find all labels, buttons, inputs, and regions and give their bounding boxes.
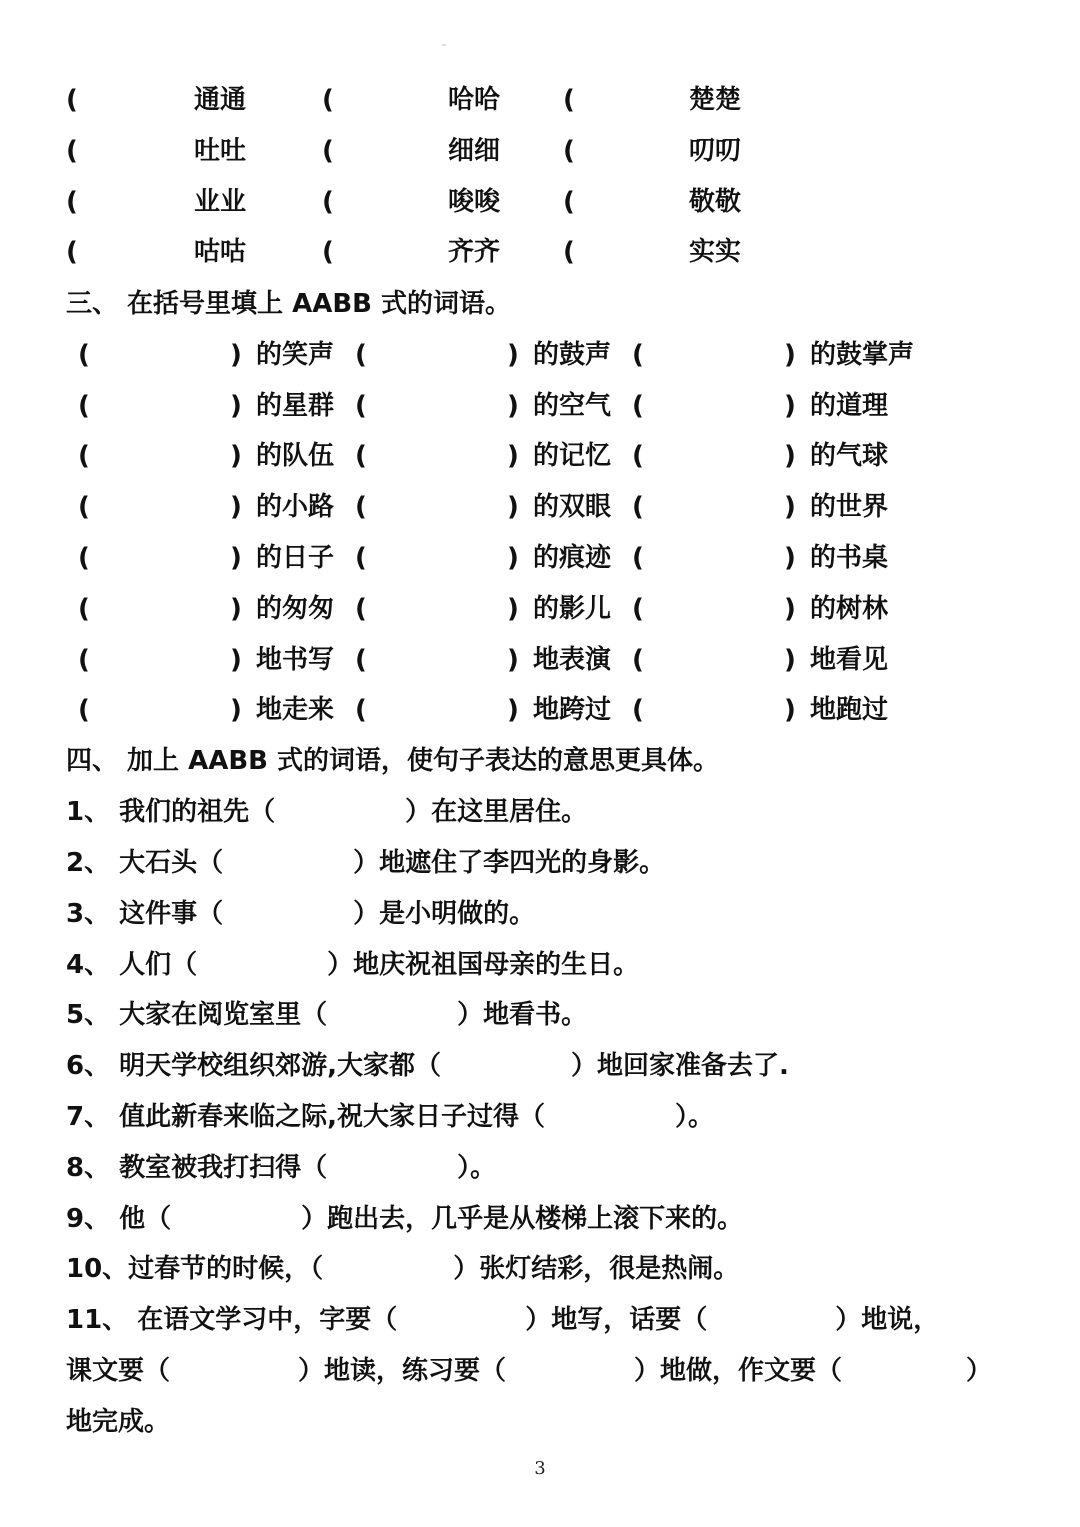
sentence-end: ）在这里居住。 <box>405 797 588 827</box>
close-paren: ) <box>230 441 242 471</box>
close-paren: ) <box>784 594 796 624</box>
open-paren: ( <box>563 237 575 267</box>
sentence-start: 4、 人们（ <box>66 950 198 980</box>
close-paren: ) <box>784 492 796 522</box>
open-paren: ( <box>355 543 367 573</box>
close-paren: ) <box>230 645 242 675</box>
open-paren: ( <box>355 492 367 522</box>
sentence-item <box>66 1199 743 1239</box>
sentence-item <box>66 1148 496 1188</box>
sentence-start: 8、 教室被我打扫得（ <box>66 1153 328 1183</box>
sentence-start: 2、 大石头（ <box>66 848 224 878</box>
close-paren: ) <box>230 492 242 522</box>
open-paren: ( <box>632 543 644 573</box>
open-paren: ( <box>355 441 367 471</box>
section2-word: 楚楚 <box>689 85 742 115</box>
sentence-part: ）地写，话要（ <box>525 1305 708 1335</box>
section3-phrase: 的书桌 <box>810 543 889 573</box>
sentence-item <box>66 894 535 934</box>
section2-word: 业业 <box>194 187 247 217</box>
section2-word: 吐吐 <box>194 136 247 166</box>
open-paren: ( <box>563 85 575 115</box>
section3-phrase: 的鼓掌声 <box>810 340 915 370</box>
sentence-part: ） <box>966 1356 993 1386</box>
sentence-part: ）地说， <box>835 1305 940 1335</box>
open-paren: ( <box>66 85 78 115</box>
close-paren: ) <box>784 695 796 725</box>
sentence-item <box>66 995 587 1035</box>
open-paren: ( <box>322 85 334 115</box>
section3-phrase: 的双眼 <box>533 492 612 522</box>
open-paren: ( <box>78 441 90 471</box>
section3-phrase: 的树林 <box>810 594 889 624</box>
section3-phrase: 的队伍 <box>256 441 335 471</box>
open-paren: ( <box>78 391 90 421</box>
section3-phrase: 的星群 <box>256 391 335 421</box>
close-paren: ) <box>230 695 242 725</box>
section3-phrase: 的道理 <box>810 391 889 421</box>
section3-phrase: 的鼓声 <box>533 340 612 370</box>
sentence-part: 地完成。 <box>66 1407 171 1437</box>
section3-phrase: 的记忆 <box>533 441 612 471</box>
open-paren: ( <box>78 340 90 370</box>
open-paren: ( <box>563 136 575 166</box>
open-paren: ( <box>78 645 90 675</box>
sentence-end: ）。 <box>675 1102 715 1132</box>
open-paren: ( <box>66 187 78 217</box>
sentence-end: ）张灯结彩，很是热闹。 <box>453 1254 740 1284</box>
sentence-part: ）地读，练习要（ <box>298 1356 507 1386</box>
section3-phrase: 地表演 <box>533 645 612 675</box>
section3-phrase: 的日子 <box>256 543 335 573</box>
close-paren: ) <box>784 340 796 370</box>
close-paren: ) <box>507 543 519 573</box>
sentence-item <box>66 1249 739 1289</box>
sentence-part: 11、 在语文学习中，字要（ <box>66 1305 398 1335</box>
sentence-start: 3、 这件事（ <box>66 899 224 929</box>
page-number: 3 <box>534 1458 546 1479</box>
section3-phrase: 的匆匆 <box>256 594 335 624</box>
section2-word: 敬敬 <box>689 187 742 217</box>
open-paren: ( <box>355 645 367 675</box>
close-paren: ) <box>230 543 242 573</box>
open-paren: ( <box>632 340 644 370</box>
close-paren: ) <box>784 645 796 675</box>
section2-word: 唆唆 <box>448 187 501 217</box>
sentence-start: 9、 他（ <box>66 1204 172 1234</box>
open-paren: ( <box>632 391 644 421</box>
open-paren: ( <box>78 695 90 725</box>
close-paren: ) <box>507 594 519 624</box>
close-paren: ) <box>507 492 519 522</box>
section3-phrase: 地书写 <box>256 645 335 675</box>
open-paren: ( <box>632 594 644 624</box>
close-paren: ) <box>230 391 242 421</box>
sentence-item <box>66 1097 714 1137</box>
sentence-item-11-line1 <box>66 1300 939 1340</box>
sentence-end: ）。 <box>457 1153 497 1183</box>
sentence-end: ）跑出去，几乎是从楼梯上滚下来的。 <box>301 1204 744 1234</box>
sentence-start: 5、 大家在阅览室里（ <box>66 1000 328 1030</box>
section3-phrase: 的笑声 <box>256 340 335 370</box>
open-paren: ( <box>355 391 367 421</box>
close-paren: ) <box>507 645 519 675</box>
open-paren: ( <box>66 136 78 166</box>
open-paren: ( <box>355 594 367 624</box>
open-paren: ( <box>78 594 90 624</box>
section2-word: 实实 <box>689 237 742 267</box>
section2-word: 哈哈 <box>448 85 501 115</box>
section3-phrase: 的气球 <box>810 441 889 471</box>
sentence-end: ）地庆祝祖国母亲的生日。 <box>327 950 640 980</box>
open-paren: ( <box>632 441 644 471</box>
section3-phrase: 的痕迹 <box>533 543 612 573</box>
sentence-item <box>66 843 665 883</box>
section3-phrase: 的空气 <box>533 391 612 421</box>
sentence-part: ）地做，作文要（ <box>634 1356 843 1386</box>
sentence-part: 课文要（ <box>66 1356 171 1386</box>
close-paren: ) <box>230 340 242 370</box>
sentence-item <box>66 945 639 985</box>
scan-speck <box>442 44 446 46</box>
section2-word: 齐齐 <box>448 237 501 267</box>
section3-heading: 三、 在括号里填上 AABB 式的词语。 <box>66 289 512 319</box>
sentence-start: 7、 值此新春来临之际,祝大家日子过得（ <box>66 1102 546 1132</box>
open-paren: ( <box>563 187 575 217</box>
section2-word: 细细 <box>448 136 501 166</box>
close-paren: ) <box>784 391 796 421</box>
close-paren: ) <box>507 441 519 471</box>
section2-word: 通通 <box>194 85 247 115</box>
open-paren: ( <box>322 187 334 217</box>
close-paren: ) <box>784 543 796 573</box>
section3-phrase: 的小路 <box>256 492 335 522</box>
close-paren: ) <box>507 391 519 421</box>
section3-phrase: 的影儿 <box>533 594 612 624</box>
sentence-end: ）地遮住了李四光的身影。 <box>353 848 666 878</box>
open-paren: ( <box>322 136 334 166</box>
sentence-start: 10、过春节的时候，（ <box>66 1254 324 1284</box>
open-paren: ( <box>66 237 78 267</box>
sentence-item <box>66 1046 789 1086</box>
close-paren: ) <box>230 594 242 624</box>
section3-phrase: 地跨过 <box>533 695 612 725</box>
open-paren: ( <box>78 492 90 522</box>
section3-phrase: 地看见 <box>810 645 889 675</box>
sentence-item <box>66 792 587 832</box>
sentence-start: 1、 我们的祖先（ <box>66 797 276 827</box>
section4-heading: 四、 加上 AABB 式的词语，使句子表达的意思更具体。 <box>66 746 720 776</box>
sentence-item-11-line2 <box>66 1351 992 1391</box>
open-paren: ( <box>355 695 367 725</box>
section2-word: 叨叨 <box>689 136 742 166</box>
close-paren: ) <box>784 441 796 471</box>
sentence-end: ）地看书。 <box>457 1000 588 1030</box>
section2-word: 咕咕 <box>194 237 247 267</box>
open-paren: ( <box>632 645 644 675</box>
sentence-end: ）是小明做的。 <box>353 899 536 929</box>
close-paren: ) <box>507 695 519 725</box>
section3-phrase: 的世界 <box>810 492 889 522</box>
open-paren: ( <box>322 237 334 267</box>
open-paren: ( <box>355 340 367 370</box>
sentence-item-11-line3 <box>66 1402 170 1442</box>
close-paren: ) <box>507 340 519 370</box>
open-paren: ( <box>78 543 90 573</box>
sentence-start: 6、 明天学校组织郊游,大家都（ <box>66 1051 442 1081</box>
sentence-end: ）地回家准备去了. <box>571 1051 789 1081</box>
section3-phrase: 地跑过 <box>810 695 889 725</box>
open-paren: ( <box>632 492 644 522</box>
open-paren: ( <box>632 695 644 725</box>
section3-phrase: 地走来 <box>256 695 335 725</box>
